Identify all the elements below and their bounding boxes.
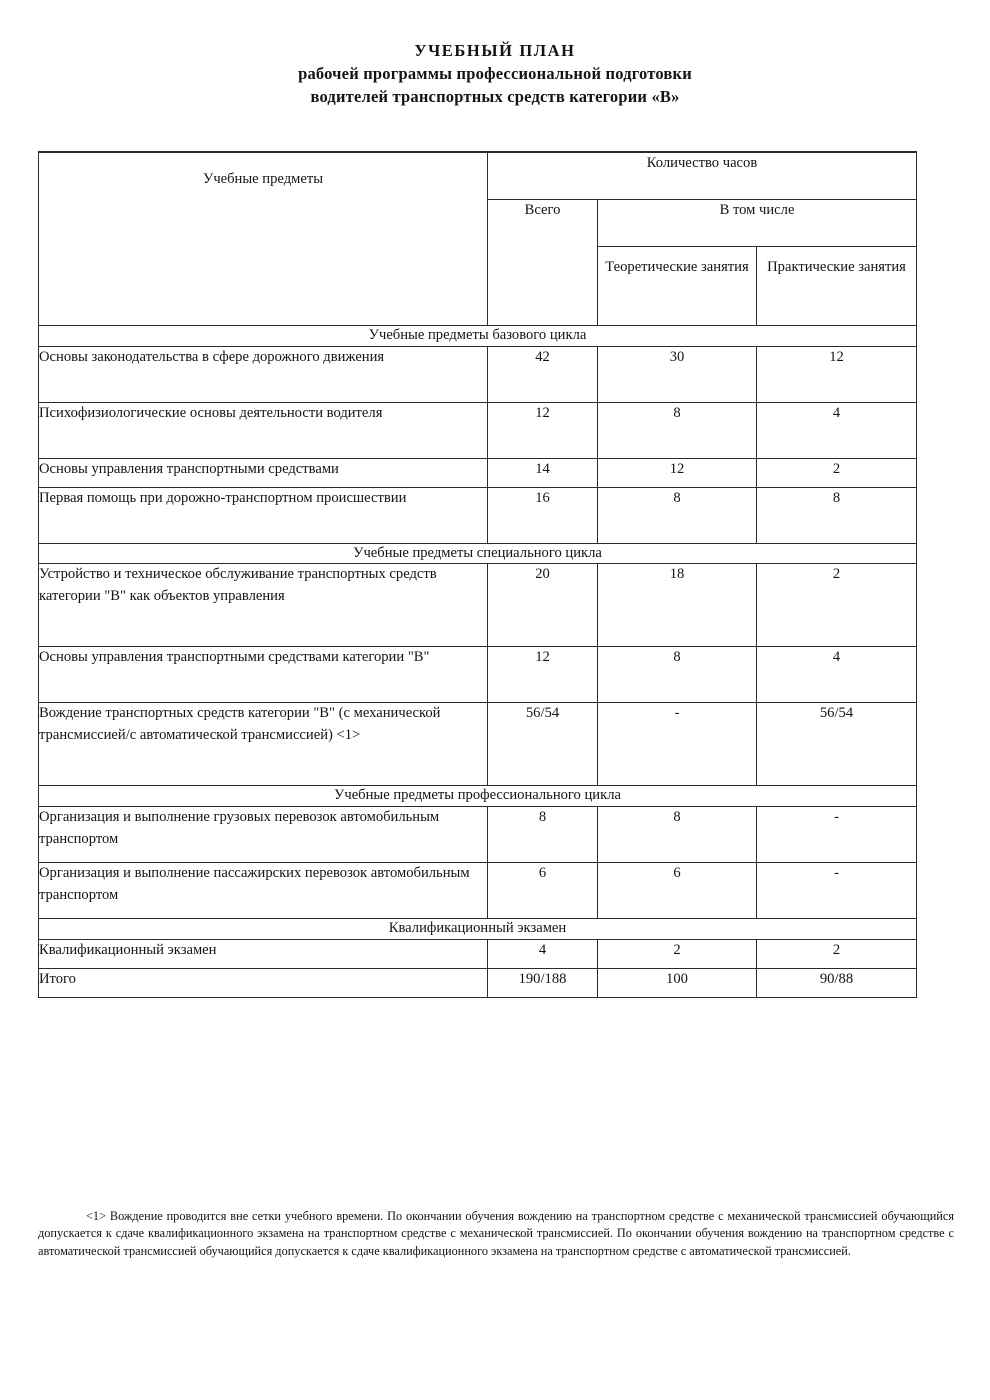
row-theory: - <box>598 703 757 786</box>
header-theory-label: Теоретические занятия <box>605 259 749 275</box>
row-total: 4 <box>488 939 598 968</box>
header-hours-group: Количество часов <box>488 152 917 200</box>
title-line-1: УЧЕБНЫЙ ПЛАН <box>414 41 576 60</box>
row-subject: Вождение транспортных средств категории "В" (с механической трансмиссией/с автоматической трансмиссией) <1> <box>39 703 488 786</box>
row-practice: 8 <box>757 487 917 543</box>
header-practice <box>757 247 917 326</box>
row-practice: 2 <box>757 939 917 968</box>
header-including: В том числе <box>598 200 917 247</box>
footnote: <1> Вождение проводится вне сетки учебного времени. По окончании обучения вождению на транспортном средстве с механической трансмиссией обучающийся допускается к сдаче квалификационного экзамена на транспортном средстве с механической трансмиссией. По окончании обучения вождению на транспортном средстве с автоматической трансмиссией обучающийся допускается к сдаче квалификационного экзамена на транспортном средстве с автоматической трансмиссией. <box>38 1209 954 1258</box>
section-header-row <box>39 326 917 347</box>
row-total: 12 <box>488 402 598 458</box>
row-subject: Устройство и техническое обслуживание транспортных средств категории "В" как объектов управления <box>39 564 488 647</box>
document-title <box>0 0 990 108</box>
table-head <box>39 152 917 326</box>
row-theory: 8 <box>598 807 757 863</box>
row-total: 42 <box>488 346 598 402</box>
row-theory: 2 <box>598 939 757 968</box>
section-title: Учебные предметы профессионального цикла <box>39 786 917 807</box>
row-practice: 4 <box>757 647 917 703</box>
row-theory: 8 <box>598 402 757 458</box>
section-title: Квалификационный экзамен <box>39 919 917 940</box>
header-subject: Учебные предметы <box>39 152 488 326</box>
row-total: 16 <box>488 487 598 543</box>
row-practice: 12 <box>757 346 917 402</box>
table-row <box>39 564 917 647</box>
table-row <box>39 487 917 543</box>
row-total: 14 <box>488 458 598 487</box>
section-title: Учебные предметы специального цикла <box>39 543 917 564</box>
row-total: 12 <box>488 647 598 703</box>
total-theory: 100 <box>598 968 757 997</box>
table-row <box>39 807 917 863</box>
table-row <box>39 647 917 703</box>
table-row <box>39 346 917 402</box>
section-title: Учебные предметы базового цикла <box>39 326 917 347</box>
row-subject: Квалификационный экзамен <box>39 939 488 968</box>
header-practice-label: Практические занятия <box>767 259 906 275</box>
row-practice: 4 <box>757 402 917 458</box>
row-practice: 2 <box>757 458 917 487</box>
row-subject: Организация и выполнение пассажирских перевозок автомобильным транспортом <box>39 863 488 919</box>
curriculum-table-wrapper <box>38 151 916 998</box>
title-line-3: водителей транспортных средств категории «В» <box>310 86 680 106</box>
row-theory: 18 <box>598 564 757 647</box>
row-subject: Основы управления транспортными средствами категории "В" <box>39 647 488 703</box>
row-theory: 6 <box>598 863 757 919</box>
row-subject: Основы управления транспортными средствами <box>39 458 488 487</box>
row-theory: 8 <box>598 647 757 703</box>
row-theory: 30 <box>598 346 757 402</box>
row-theory: 8 <box>598 487 757 543</box>
table-row <box>39 458 917 487</box>
table-row <box>39 402 917 458</box>
curriculum-table <box>38 151 917 998</box>
row-total: 6 <box>488 863 598 919</box>
section-header-row <box>39 786 917 807</box>
total-label: Итого <box>39 968 488 997</box>
row-total: 20 <box>488 564 598 647</box>
header-total: Всего <box>488 200 598 326</box>
row-subject: Основы законодательства в сфере дорожного движения <box>39 346 488 402</box>
row-subject: Психофизиологические основы деятельности водителя <box>39 402 488 458</box>
table-total-row <box>39 968 917 997</box>
row-subject: Первая помощь при дорожно-транспортном происшествии <box>39 487 488 543</box>
section-header-row <box>39 543 917 564</box>
total-practice: 90/88 <box>757 968 917 997</box>
row-practice: 2 <box>757 564 917 647</box>
title-line-2: рабочей программы профессиональной подготовки <box>298 63 692 83</box>
table-row <box>39 939 917 968</box>
row-subject: Организация и выполнение грузовых перевозок автомобильным транспортом <box>39 807 488 863</box>
total-all: 190/188 <box>488 968 598 997</box>
header-row-1 <box>39 152 917 200</box>
row-total: 56/54 <box>488 703 598 786</box>
row-practice: - <box>757 807 917 863</box>
row-practice: 56/54 <box>757 703 917 786</box>
row-total: 8 <box>488 807 598 863</box>
header-theory <box>598 247 757 326</box>
row-practice: - <box>757 863 917 919</box>
table-body <box>39 326 917 998</box>
table-row <box>39 863 917 919</box>
section-header-row <box>39 919 917 940</box>
row-theory: 12 <box>598 458 757 487</box>
table-row <box>39 703 917 786</box>
